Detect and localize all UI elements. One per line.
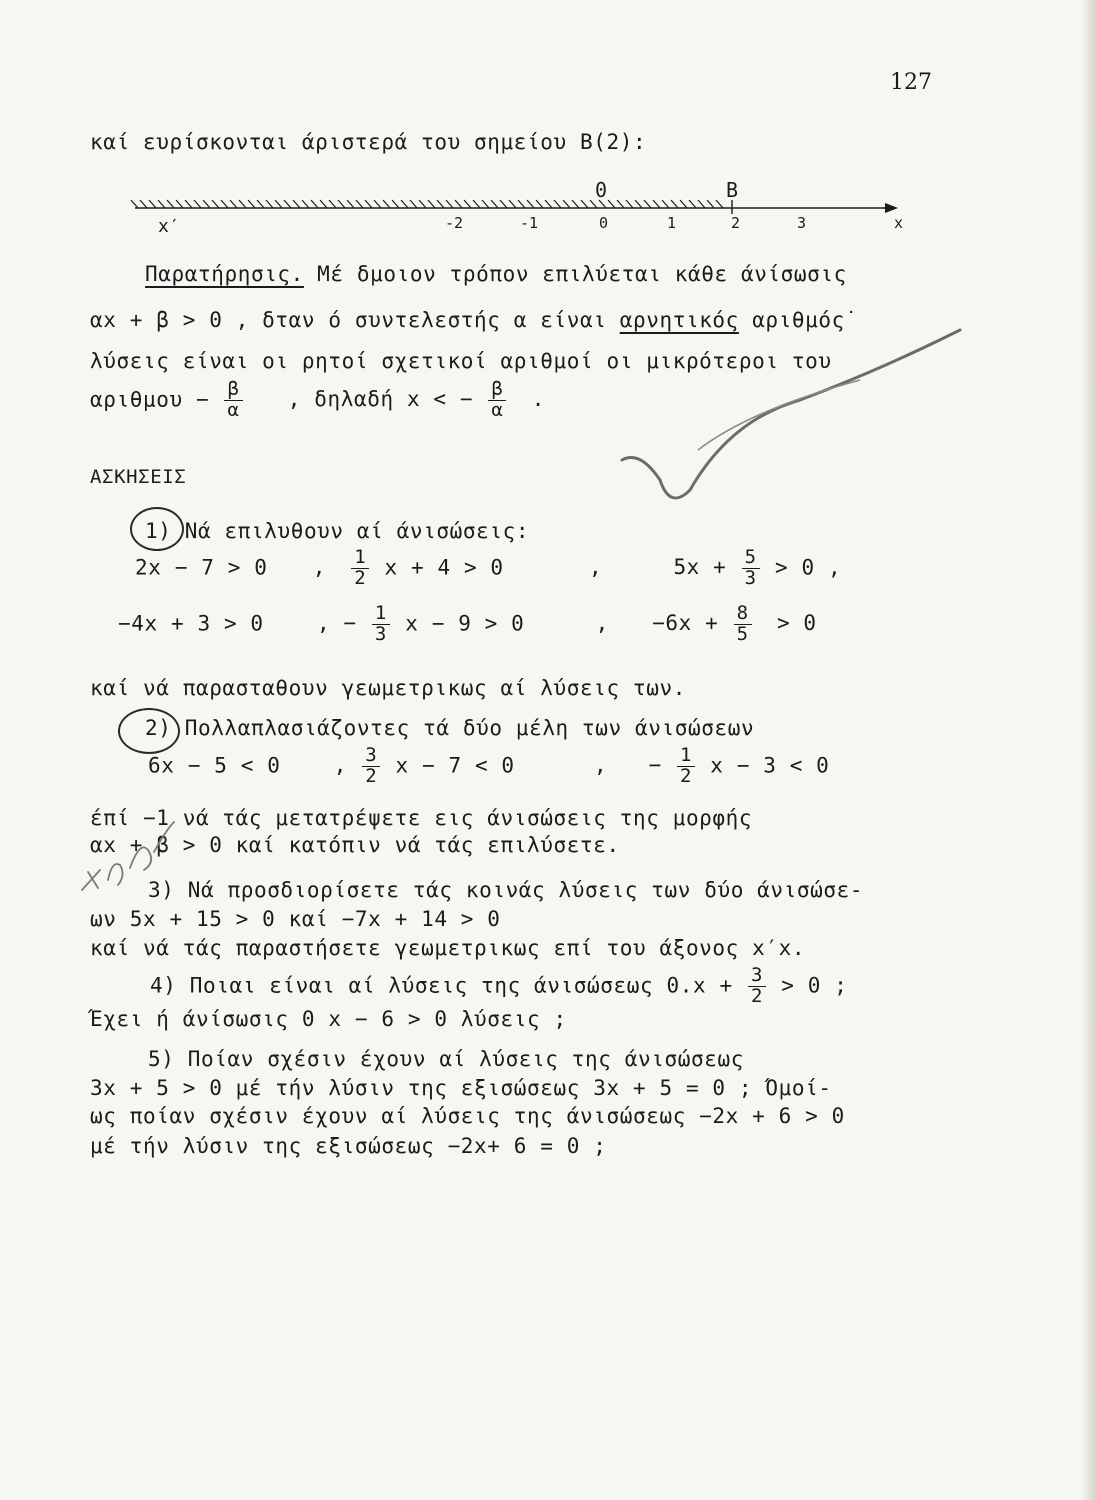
remark-text: αριθμου − bbox=[90, 387, 210, 412]
separator: , bbox=[333, 753, 347, 778]
numerator: 1 bbox=[372, 604, 390, 625]
remark-line-1 bbox=[145, 262, 847, 286]
hatch-mark bbox=[149, 200, 156, 208]
ex1-heading bbox=[145, 519, 529, 543]
exercise-text: 4) Ποιαι είναι αί λύσεις της άνισώσεως 0.x + bbox=[150, 973, 733, 998]
fraction bbox=[372, 604, 390, 645]
hatch-mark bbox=[185, 200, 192, 208]
page-edge-shadow bbox=[1081, 0, 1095, 1500]
denominator: α bbox=[227, 398, 240, 421]
exercise-number: 1) bbox=[145, 519, 172, 543]
hatch-mark bbox=[329, 200, 336, 208]
hatch-mark bbox=[536, 200, 543, 208]
ex2-row bbox=[148, 746, 829, 787]
hatch-mark bbox=[203, 200, 210, 208]
hatch-mark bbox=[581, 200, 588, 208]
axis-left-label: x′ bbox=[158, 216, 180, 237]
axis-arrow bbox=[885, 203, 898, 213]
remark-text: Μέ δμοιον τρόπον επιλύεται κάθε άνίσωσις bbox=[317, 262, 847, 286]
separator: , − bbox=[316, 611, 357, 636]
hatch-mark bbox=[716, 200, 723, 208]
hatch-marks bbox=[131, 200, 723, 208]
hatch-mark bbox=[698, 200, 705, 208]
hatch-mark bbox=[428, 200, 435, 208]
exercise-text: Πολλαπλασιάζοντες τά δύο μέλη των άνισώσεων bbox=[184, 716, 755, 740]
margin-scribble bbox=[70, 790, 190, 910]
hatch-mark bbox=[266, 200, 273, 208]
hatch-mark bbox=[248, 200, 255, 208]
hatch-mark bbox=[608, 200, 615, 208]
fraction bbox=[362, 746, 380, 787]
ex5-line-2: 3x + 5 > 0 μέ τήν λύσιν της εξισώσεως 3x + 5 = 0 ; Όμοί- bbox=[90, 1076, 832, 1100]
tick-label: 3 bbox=[797, 214, 807, 232]
denominator: 3 bbox=[374, 622, 387, 645]
hatch-mark bbox=[356, 200, 363, 208]
hatch-mark bbox=[482, 200, 489, 208]
hatch-mark bbox=[131, 200, 138, 208]
page-number: 127 bbox=[890, 70, 932, 95]
hatch-mark bbox=[554, 200, 561, 208]
hatch-mark bbox=[293, 200, 300, 208]
ex3-line-2: ων 5x + 15 > 0 καί −7x + 14 > 0 bbox=[90, 907, 501, 931]
ex5-line-3: ως ποίαν σχέσιν έχουν αί λύσεις της άνισώσεως −2x + 6 > 0 bbox=[90, 1104, 845, 1128]
hatch-mark bbox=[230, 200, 237, 208]
hatch-mark bbox=[446, 200, 453, 208]
remark-text: , δηλαδή x < − bbox=[287, 387, 474, 412]
hatch-mark bbox=[707, 200, 714, 208]
hatch-mark bbox=[140, 200, 147, 208]
hatch-mark bbox=[671, 200, 678, 208]
hatch-mark bbox=[527, 200, 534, 208]
fraction bbox=[351, 548, 369, 589]
hatch-mark bbox=[311, 200, 318, 208]
denominator: 3 bbox=[744, 566, 757, 589]
hatch-mark bbox=[167, 200, 174, 208]
hatch-mark bbox=[653, 200, 660, 208]
hatch-mark bbox=[617, 200, 624, 208]
inequality: > 0 , bbox=[774, 555, 842, 580]
fraction bbox=[488, 380, 506, 421]
axis-right-label: x bbox=[894, 214, 904, 232]
hatch-mark bbox=[572, 200, 579, 208]
exercise-text: Νά επιλυθουν αί άνισώσεις: bbox=[184, 519, 530, 543]
hatch-mark bbox=[221, 200, 228, 208]
hatch-mark bbox=[239, 200, 246, 208]
ex1-row-2 bbox=[118, 604, 817, 645]
denominator: 2 bbox=[679, 764, 692, 787]
inequality: x − 9 > 0 bbox=[405, 611, 525, 636]
hatch-mark bbox=[320, 200, 327, 208]
remark-text: αριθμός˙ bbox=[752, 308, 859, 332]
denominator: 2 bbox=[750, 984, 763, 1007]
inequality: −6x + bbox=[652, 611, 719, 636]
inequality: x − 3 < 0 bbox=[710, 753, 830, 778]
inequality: − bbox=[648, 753, 662, 778]
ex4-line-2: Έχει ή άνίσωσις 0 x − 6 > 0 λύσεις ; bbox=[90, 1007, 567, 1031]
hatch-mark bbox=[347, 200, 354, 208]
hatch-mark bbox=[284, 200, 291, 208]
hatch-mark bbox=[338, 200, 345, 208]
hatch-mark bbox=[365, 200, 372, 208]
separator: , bbox=[588, 555, 603, 580]
ex2-line-2: έπί −1 νά τάς μετατρέψετε εις άνισώσεις της μορφής bbox=[90, 806, 753, 830]
inequality: x + 4 > 0 bbox=[384, 555, 504, 580]
ex4-line-1 bbox=[150, 966, 847, 1007]
denominator: α bbox=[491, 398, 504, 421]
fraction bbox=[224, 380, 242, 421]
hatch-mark bbox=[464, 200, 471, 208]
inequality: 2x − 7 > 0 bbox=[135, 555, 268, 580]
separator: , bbox=[593, 753, 608, 778]
ex2-line-3: αx + β > 0 καί κατόπιν νά τάς επιλύσετε. bbox=[90, 833, 620, 857]
denominator: 5 bbox=[736, 622, 749, 645]
fraction bbox=[748, 966, 766, 1007]
pencil-check-mark bbox=[600, 320, 980, 520]
hatch-mark bbox=[680, 200, 687, 208]
fraction bbox=[742, 548, 760, 589]
inequality: −4x + 3 > 0 bbox=[118, 611, 264, 636]
ex3-line-3: καί νά τάς παραστήσετε γεωμετρικως επί του άξονος x′x. bbox=[90, 936, 806, 960]
hatch-mark bbox=[491, 200, 498, 208]
tick-label: 1 bbox=[667, 214, 677, 232]
exercises-heading: ΑΣΚΗΣΕΙΣ bbox=[90, 466, 187, 488]
numerator: 8 bbox=[734, 604, 752, 625]
tick-label: 2 bbox=[731, 214, 741, 232]
hatch-mark bbox=[509, 200, 516, 208]
ex1-row-1 bbox=[135, 548, 841, 589]
hatch-mark bbox=[257, 200, 264, 208]
remark-underlined: αρνητικός bbox=[619, 308, 739, 332]
exercise-text: > 0 ; bbox=[781, 973, 848, 998]
hatch-mark bbox=[626, 200, 633, 208]
denominator: 2 bbox=[365, 764, 378, 787]
hatch-mark bbox=[518, 200, 525, 208]
remark-line-3: λύσεις είναι οι ρητοί σχετικοί αριθμοί οι μικρότεροι του bbox=[90, 349, 832, 373]
inequality: 6x − 5 < 0 bbox=[148, 753, 281, 778]
remark-text: αx + β > 0 , δταν ό συντελεστής α είναι bbox=[90, 308, 607, 332]
separator: , bbox=[312, 555, 326, 580]
hatch-mark bbox=[302, 200, 309, 208]
hatch-mark bbox=[545, 200, 552, 208]
hatch-mark bbox=[437, 200, 444, 208]
numerator: β bbox=[488, 380, 506, 401]
hatch-mark bbox=[275, 200, 282, 208]
inequality: > 0 bbox=[776, 611, 817, 636]
numerator: β bbox=[224, 380, 242, 401]
hatch-mark bbox=[194, 200, 201, 208]
numerator: 3 bbox=[748, 966, 766, 987]
intro-line: καί ευρίσκονται άριστερά του σημείου Β(2): bbox=[90, 130, 647, 154]
point-O-label: 0 bbox=[595, 178, 608, 202]
hatch-mark bbox=[383, 200, 390, 208]
tick-label: -1 bbox=[520, 214, 539, 232]
hatch-mark bbox=[473, 200, 480, 208]
separator: , bbox=[595, 611, 609, 636]
ex5-line-4: μέ τήν λύσιν της εξισώσεως −2x+ 6 = 0 ; bbox=[90, 1134, 607, 1158]
fraction bbox=[734, 604, 752, 645]
remark-line-4 bbox=[90, 380, 545, 421]
hatch-mark bbox=[500, 200, 507, 208]
tick-label: 0 bbox=[599, 214, 609, 232]
hatch-mark bbox=[158, 200, 165, 208]
hatch-mark bbox=[662, 200, 669, 208]
hatch-mark bbox=[374, 200, 381, 208]
ex1-tail: καί νά παρασταθουν γεωμετρικως αί λύσεις των. bbox=[90, 676, 686, 700]
hatch-mark bbox=[401, 200, 408, 208]
point-B-label: B bbox=[726, 178, 739, 202]
tick-label: -2 bbox=[445, 214, 464, 232]
numerator: 1 bbox=[351, 548, 369, 569]
hatch-mark bbox=[176, 200, 183, 208]
hatch-mark bbox=[644, 200, 651, 208]
hatch-mark bbox=[635, 200, 642, 208]
inequality: 5x + bbox=[673, 555, 727, 580]
hatch-mark bbox=[455, 200, 462, 208]
remark-title: Παρατήρησις. bbox=[145, 262, 304, 286]
remark-text: . bbox=[531, 387, 545, 412]
hatch-mark bbox=[563, 200, 570, 208]
hatch-mark bbox=[212, 200, 219, 208]
hatch-mark bbox=[410, 200, 417, 208]
exercise-number: 2) bbox=[145, 716, 172, 740]
hatch-mark bbox=[392, 200, 399, 208]
hatch-mark bbox=[419, 200, 426, 208]
numerator: 1 bbox=[677, 746, 695, 767]
ex2-heading bbox=[145, 716, 754, 740]
numerator: 5 bbox=[742, 548, 760, 569]
numerator: 3 bbox=[362, 746, 380, 767]
denominator: 2 bbox=[354, 566, 367, 589]
fraction bbox=[677, 746, 695, 787]
ex5-line-1: 5) Ποίαν σχέσιν έχουν αί λύσεις της άνισώσεως bbox=[148, 1047, 744, 1071]
ex3-line-1: 3) Νά προσδιορίσετε τάς κοινάς λύσεις των δύο άνισώσε- bbox=[148, 878, 864, 902]
hatch-mark bbox=[689, 200, 696, 208]
inequality: x − 7 < 0 bbox=[395, 753, 515, 778]
